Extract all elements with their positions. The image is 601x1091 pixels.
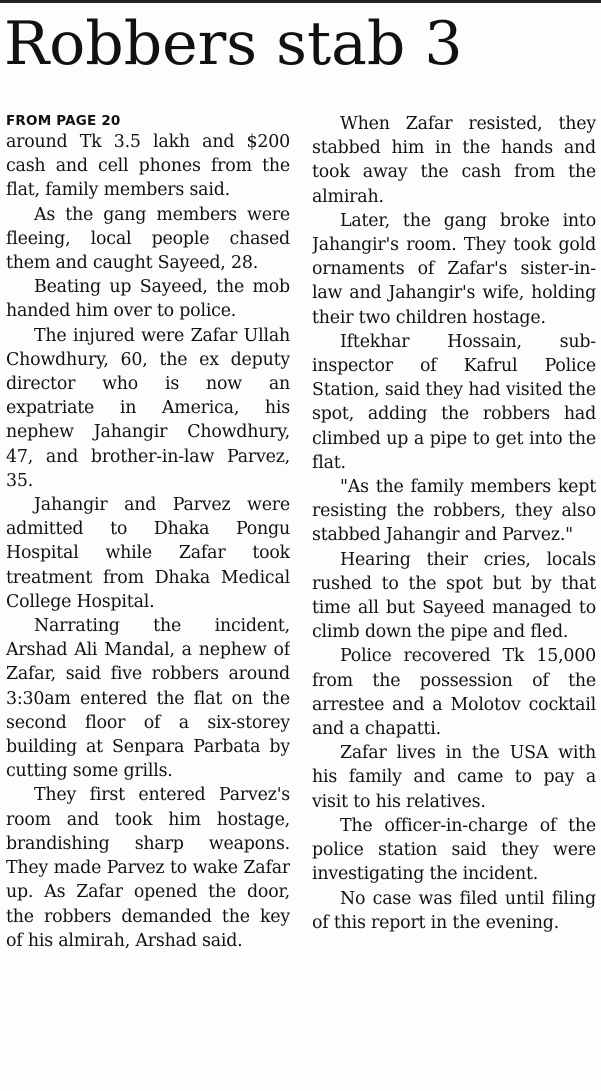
article-column-left	[6, 112, 290, 1087]
article-paragraph: As the gang members were fleeing, local people chased them and caught Sayeed, 28.	[6, 204, 290, 274]
dateline: FROM PAGE 20	[6, 113, 121, 129]
article-paragraph: Beating up Sayeed, the mob handed him over to police.	[6, 277, 290, 322]
article-paragraph: Iftekhar Hossain, sub-inspector of Kafrul Police Station, said they had visited the spot, adding the robbers had climbed up a pipe to get into the flat.	[312, 331, 596, 473]
article-column-right	[312, 112, 596, 1087]
article-paragraph: Zafar lives in the USA with his family and came to pay a visit to his relatives.	[312, 743, 596, 812]
article-paragraph: The injured were Zafar Ullah Chowdhury, 60, the ex deputy director who is now an expatriate in America, his nephew Jahangir Chowdhury, 47, and brother-in-law Parvez, 35.	[6, 325, 290, 491]
headline: Robbers stab 3	[4, 9, 463, 79]
article-paragraph: The officer-in-charge of the police station said they were investigating the incident.	[312, 815, 596, 885]
article-paragraph: Police recovered Tk 15,000 from the possession of the arrestee and a Molotov cocktail and a chapatti.	[312, 646, 596, 740]
article-paragraph: When Zafar resisted, they stabbed him in the hands and took away the cash from the almirah.	[312, 114, 596, 207]
article-paragraph: "As the family members kept resisting the robbers, they also stabbed Jahangir and Parvez."	[312, 477, 596, 546]
article-paragraph: They first entered Parvez's room and took him hostage, brandishing sharp weapons. They made Parvez to wake Zafar up. As Zafar opened the door, the robbers demanded the key of his almirah, Arshad said.	[6, 785, 290, 951]
article-paragraph: Later, the gang broke into Jahangir's room. They took gold ornaments of Zafar's sister-in-law and Jahangir's wife, holding their two children hostage.	[312, 210, 596, 328]
article-paragraph: around Tk 3.5 lakh and $200 cash and cell phones from the flat, family members said.	[6, 132, 290, 201]
top-rule	[0, 0, 601, 3]
article-paragraph: Narrating the incident, Arshad Ali Mandal, a nephew of Zafar, said five robbers around 3:30am entered the flat on the second floor of a six-storey building at Senpara Parbata by cutting some grills.	[6, 616, 290, 782]
article-paragraph: Hearing their cries, locals rushed to the spot but by that time all but Sayeed managed to climb down the pipe and fled.	[312, 549, 596, 643]
article-paragraph: No case was filed until filing of this report in the evening.	[312, 888, 596, 933]
article-paragraph: Jahangir and Parvez were admitted to Dhaka Pongu Hospital while Zafar took treatment from Dhaka Medical College Hospital.	[6, 495, 290, 612]
